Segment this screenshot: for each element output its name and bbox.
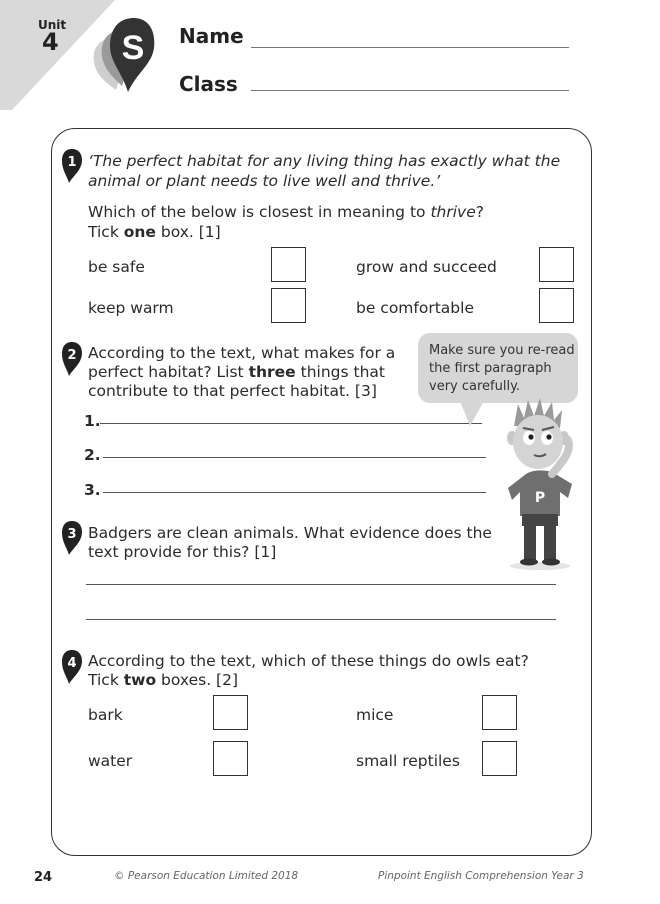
q2-answer-number: 2. <box>84 446 101 464</box>
q4-checkbox-water[interactable] <box>213 741 248 776</box>
q1-checkbox-be-safe[interactable] <box>271 247 306 282</box>
q1-checkbox-grow-and-succeed[interactable] <box>539 247 574 282</box>
mascot-shirt-letter: P <box>534 490 546 506</box>
question-3-number: 3 <box>67 527 77 542</box>
q2-answer-number: 1. <box>84 412 101 430</box>
q1-quote-line-2: animal or plant needs to live well and thrive.’ <box>88 172 441 190</box>
q1-instruction <box>88 222 221 242</box>
book-title: Pinpoint English Comprehension Year 3 <box>378 870 584 882</box>
unit-label: Unit <box>38 18 67 32</box>
q3-answer-line-2[interactable] <box>86 619 556 620</box>
q2-line-2 <box>88 362 385 382</box>
q4-option-label: water <box>88 752 133 770</box>
q1-tick-end: box. [1] <box>155 223 221 241</box>
name-label: Name <box>179 24 244 48</box>
q4-checkbox-small-reptiles[interactable] <box>482 741 517 776</box>
q1-prompt-word: thrive <box>430 203 476 221</box>
tip-line-2: the first paragraph <box>429 361 552 376</box>
q1-option-label: grow and succeed <box>356 258 497 276</box>
question-1-marker-icon <box>61 148 83 184</box>
tip-text <box>429 342 575 396</box>
q2-answer-number: 3. <box>84 481 101 499</box>
q2-line-3: contribute to that perfect habitat. [3] <box>88 382 377 400</box>
speech-bubble-tail <box>458 401 488 427</box>
question-2-number: 2 <box>67 348 77 363</box>
question-1-number: 1 <box>67 155 77 170</box>
q2-line-2-text: perfect habitat? List <box>88 363 249 381</box>
q4-tick-count: two <box>123 671 157 689</box>
tip-line-1: Make sure you re-read <box>429 343 575 358</box>
q3-line-2: text provide for this? [1] <box>88 543 277 561</box>
q4-checkbox-mice[interactable] <box>482 695 517 730</box>
q1-prompt-text: Which of the below is closest in meaning to <box>88 203 431 221</box>
question-4-marker-icon <box>61 649 83 685</box>
q1-quote-line-1: ‘The perfect habitat for any living thing has exactly what the <box>88 152 561 170</box>
class-label: Class <box>179 72 238 96</box>
tip-line-3: very carefully. <box>429 379 521 394</box>
q1-prompt <box>88 202 484 222</box>
q1-tick-count: one <box>123 223 156 241</box>
class-field[interactable] <box>251 90 569 91</box>
q4-tick-end: boxes. [2] <box>156 671 239 689</box>
q1-option-label: be comfortable <box>356 299 474 317</box>
page-number: 24 <box>34 870 53 885</box>
q1-checkbox-keep-warm[interactable] <box>271 288 306 323</box>
q4-option-label: mice <box>356 706 394 724</box>
q1-prompt-end: ? <box>475 203 484 221</box>
q2-line-2-end: things that <box>295 363 385 381</box>
q4-instruction <box>88 670 238 690</box>
q1-tick-text: Tick <box>88 223 124 241</box>
q2-line-1: According to the text, what makes for a <box>88 344 396 362</box>
question-3-marker-icon <box>61 520 83 556</box>
q3-line-1: Badgers are clean animals. What evidence does the <box>88 524 492 542</box>
q1-checkbox-be-comfortable[interactable] <box>539 288 574 323</box>
unit-number: 4 <box>42 28 59 56</box>
q2-answer-line-1[interactable] <box>100 423 482 424</box>
copyright-notice: © Pearson Education Limited 2018 <box>114 870 299 882</box>
question-2-marker-icon <box>61 341 83 377</box>
q1-option-label: keep warm <box>88 299 174 317</box>
q4-checkbox-bark[interactable] <box>213 695 248 730</box>
name-field[interactable] <box>251 47 569 48</box>
thinking-boy-mascot <box>496 392 584 572</box>
q4-option-label: bark <box>88 706 123 724</box>
q1-option-label: be safe <box>88 258 145 276</box>
logo-letter: S <box>121 29 145 67</box>
q3-answer-line-1[interactable] <box>86 584 556 585</box>
q4-tick-text: Tick <box>88 671 124 689</box>
q4-line-1: According to the text, which of these things do owls eat? <box>88 652 529 670</box>
q4-option-label: small reptiles <box>356 752 460 770</box>
strand-logo-icon <box>92 16 160 94</box>
q2-answer-line-2[interactable] <box>103 457 486 458</box>
q2-answer-line-3[interactable] <box>103 492 486 493</box>
q2-line-2-count: three <box>248 363 296 381</box>
question-4-number: 4 <box>67 656 77 671</box>
